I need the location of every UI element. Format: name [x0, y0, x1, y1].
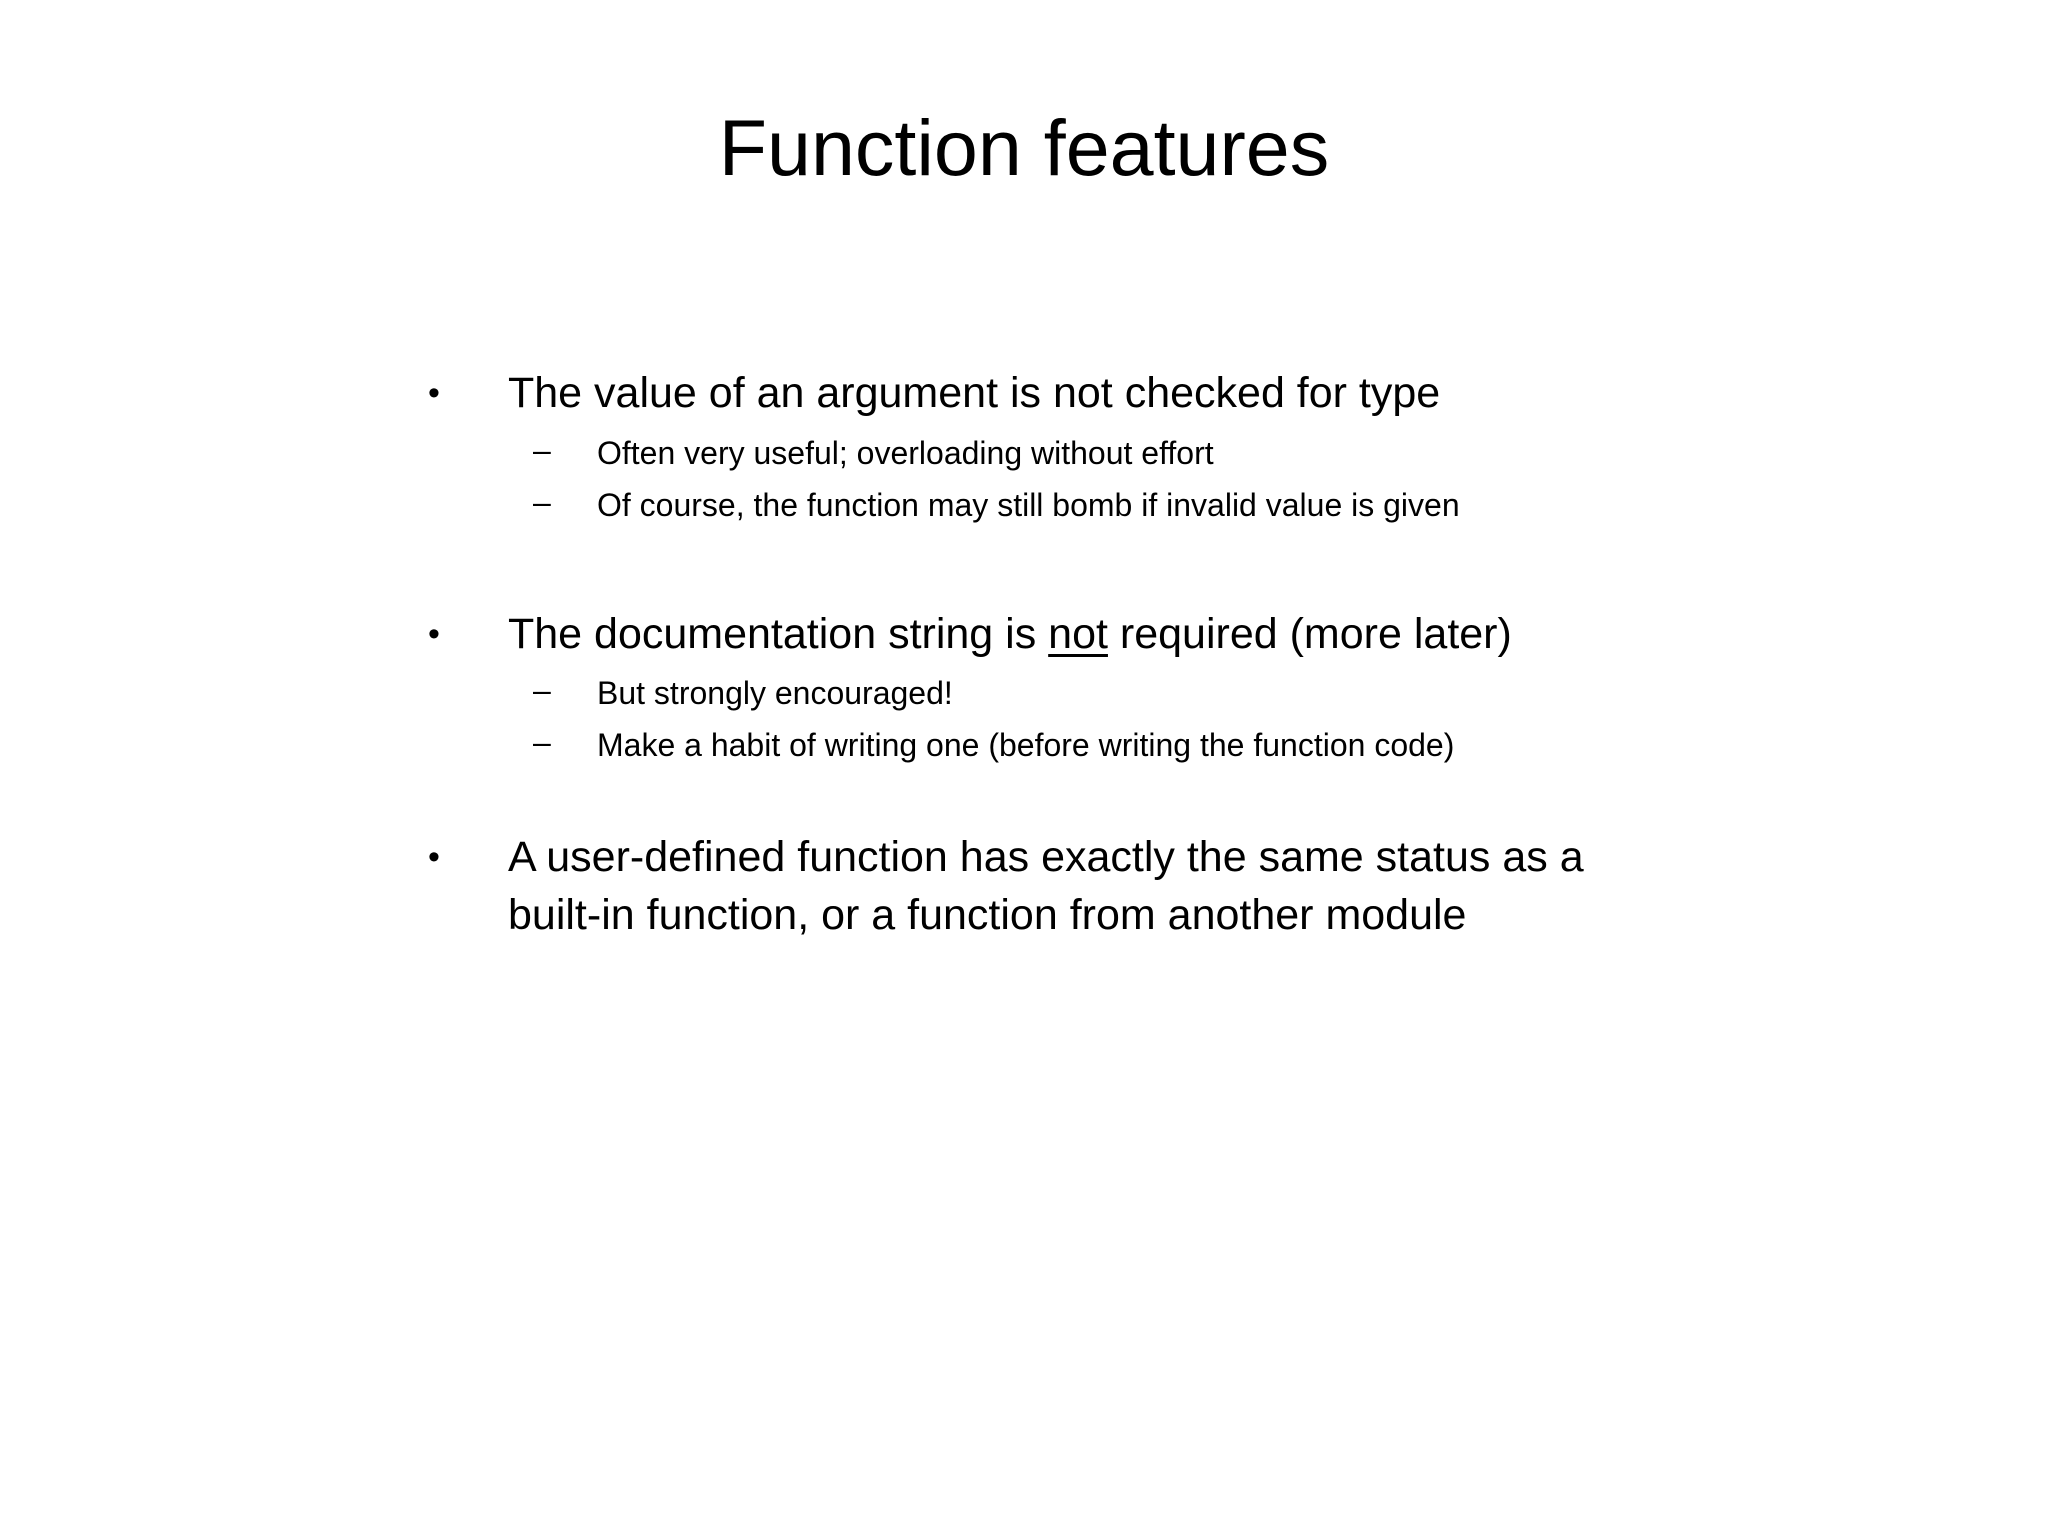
bullet-icon: •: [428, 838, 440, 876]
sub-bullet-text: Of course, the function may still bomb if invalid value is given: [597, 487, 1460, 523]
underlined-emphasis: not: [1048, 610, 1108, 658]
slide-title: Function features: [718, 103, 1330, 192]
dash-icon: –: [533, 432, 551, 468]
bullet-text-part: required (more later): [1107, 610, 1512, 658]
dash-icon: –: [533, 672, 551, 708]
sub-bullet-text: Often very useful; overloading without effort: [597, 435, 1214, 471]
bullet-text-line: A user-defined function has exactly the same status as a: [508, 833, 1584, 881]
sub-bullet-text: Make a habit of writing one (before writing the function code): [597, 727, 1455, 763]
bullet-text-part: The documentation string is: [508, 610, 1049, 658]
dash-icon: –: [533, 484, 551, 520]
bullet-icon: •: [428, 615, 440, 653]
sub-bullet-text: But strongly encouraged!: [597, 675, 953, 711]
bullet-text: The value of an argument is not checked for type: [508, 369, 1441, 417]
dash-icon: –: [533, 724, 551, 760]
bullet-text-line: built-in function, or a function from another module: [508, 891, 1467, 939]
bullet-text: [508, 828, 1708, 944]
bullet-text: [508, 605, 1708, 663]
bullet-icon: •: [428, 374, 440, 412]
